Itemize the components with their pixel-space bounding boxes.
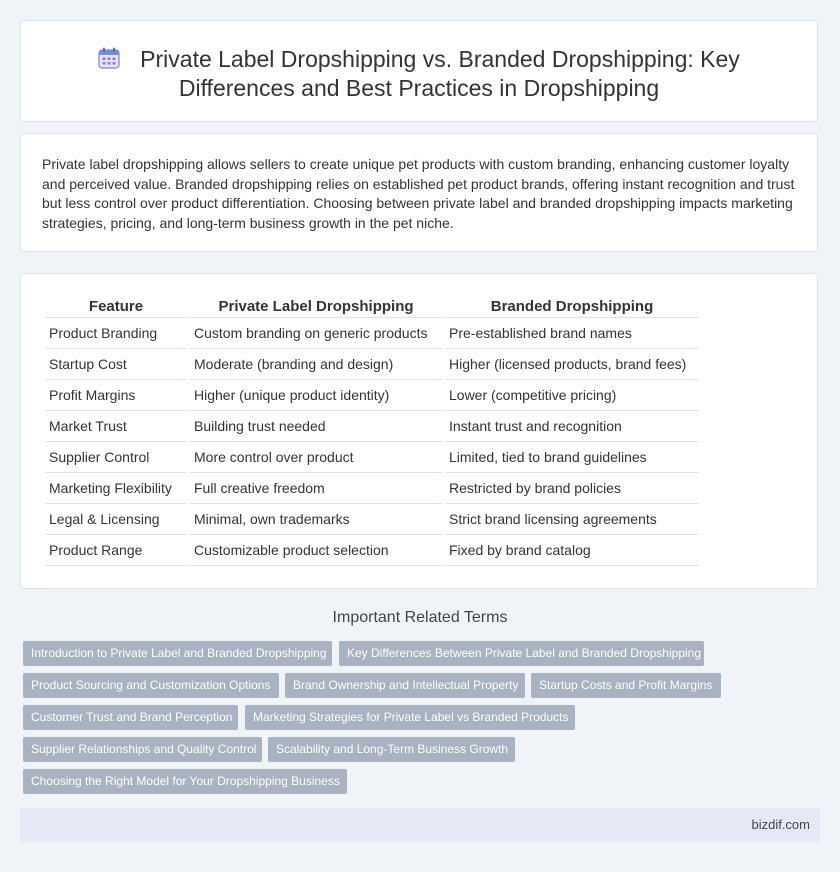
cell-feature: Market Trust <box>45 411 187 442</box>
table-row <box>45 349 699 380</box>
page-title-text: Private Label Dropshipping vs. Branded Dropshipping: Key Differences and Best Practices in Dropshipping <box>140 46 740 101</box>
cell-feature: Legal & Licensing <box>45 504 187 535</box>
intro-card <box>20 133 818 252</box>
cell-branded: Lower (competitive pricing) <box>445 380 699 411</box>
related-term-tag[interactable]: Customer Trust and Brand Perception <box>23 705 238 730</box>
cell-branded: Strict brand licensing agreements <box>445 504 699 535</box>
related-term-tag[interactable]: Startup Costs and Profit Margins <box>531 673 721 698</box>
table-row <box>45 442 699 473</box>
comparison-card <box>20 273 818 589</box>
cell-branded: Limited, tied to brand guidelines <box>445 442 699 473</box>
cell-feature: Product Range <box>45 535 187 566</box>
related-term-tag[interactable]: Key Differences Between Private Label and Branded Dropshipping <box>339 641 704 666</box>
table-row <box>45 411 699 442</box>
related-term-tag[interactable]: Product Sourcing and Customization Options <box>23 673 279 698</box>
cell-feature: Product Branding <box>45 318 187 349</box>
cell-feature: Profit Margins <box>45 380 187 411</box>
cell-branded: Higher (licensed products, brand fees) <box>445 349 699 380</box>
cell-feature: Supplier Control <box>45 442 187 473</box>
footer <box>20 808 820 842</box>
cell-private-label: More control over product <box>190 442 442 473</box>
comparison-table <box>42 294 702 566</box>
cell-private-label: Higher (unique product identity) <box>190 380 442 411</box>
related-term-tag[interactable]: Introduction to Private Label and Branded Dropshipping <box>23 641 332 666</box>
cell-branded: Pre-established brand names <box>445 318 699 349</box>
intro-paragraph: Private label dropshipping allows sellers to create unique pet products with custom branding, enhancing customer loyalty and perceived value. Branded dropshipping relies on established pet product brands, offering instant recognition and trust but less control over product differentiation. Choosing between private label and branded dropshipping impacts marketing strategies, pricing, and long-term business growth in the pet niche. <box>42 156 795 231</box>
cell-private-label: Full creative freedom <box>190 473 442 504</box>
cell-branded: Fixed by brand catalog <box>445 535 699 566</box>
cell-private-label: Custom branding on generic products <box>190 318 442 349</box>
cell-branded: Instant trust and recognition <box>445 411 699 442</box>
cell-feature: Startup Cost <box>45 349 187 380</box>
related-terms-heading: Important Related Terms <box>332 609 508 626</box>
header-feature: Feature <box>45 294 187 318</box>
related-term-tag[interactable]: Marketing Strategies for Private Label vs Branded Products <box>245 705 575 730</box>
cell-branded: Restricted by brand policies <box>445 473 699 504</box>
table-row <box>45 318 699 349</box>
cell-private-label: Minimal, own trademarks <box>190 504 442 535</box>
table-row <box>45 380 699 411</box>
calendar-icon <box>98 47 120 69</box>
cell-private-label: Customizable product selection <box>190 535 442 566</box>
header-branded: Branded Dropshipping <box>445 294 699 318</box>
cell-feature: Marketing Flexibility <box>45 473 187 504</box>
cell-private-label: Moderate (branding and design) <box>190 349 442 380</box>
table-row <box>45 473 699 504</box>
header-private-label: Private Label Dropshipping <box>190 294 442 318</box>
table-header-row <box>45 294 699 318</box>
related-term-tag[interactable]: Scalability and Long-Term Business Growth <box>268 737 515 762</box>
footer-site[interactable]: bizdif.com <box>751 817 810 832</box>
table-row <box>45 535 699 566</box>
related-term-tag[interactable]: Choosing the Right Model for Your Dropshipping Business <box>23 769 347 794</box>
table-row <box>45 504 699 535</box>
related-term-tag[interactable]: Brand Ownership and Intellectual Property <box>285 673 525 698</box>
related-term-tag[interactable]: Supplier Relationships and Quality Control <box>23 737 262 762</box>
cell-private-label: Building trust needed <box>190 411 442 442</box>
title-card <box>20 20 818 122</box>
page-title <box>21 45 817 103</box>
